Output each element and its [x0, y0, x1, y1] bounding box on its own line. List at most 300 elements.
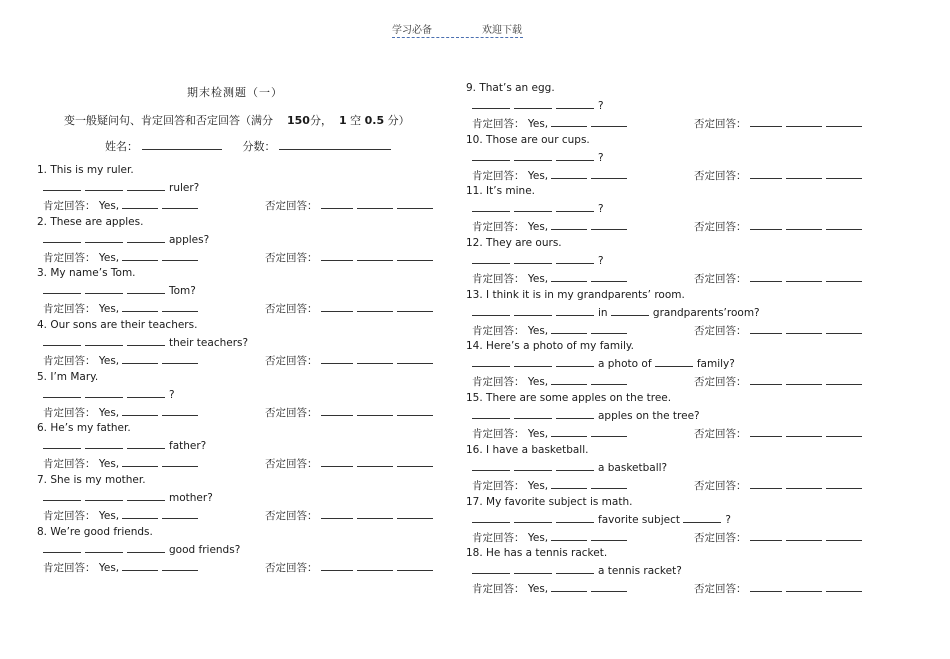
answer-row — [43, 250, 318, 265]
answer-blank[interactable] — [357, 509, 393, 519]
question-blanks — [472, 202, 604, 215]
answer-blank[interactable] — [397, 354, 433, 364]
question-blanks — [472, 306, 760, 319]
question-blanks — [43, 336, 248, 349]
negative-answer — [694, 219, 866, 234]
answer-blank[interactable] — [611, 306, 649, 316]
answer-blank[interactable] — [397, 406, 433, 416]
answer-blank[interactable] — [591, 531, 627, 541]
negative-answer — [265, 198, 437, 213]
answer-blank[interactable] — [556, 461, 594, 471]
yes-answer-label: 肯定回答： — [43, 355, 96, 368]
negative-answer — [265, 250, 437, 265]
question-tail-text: good friends? — [169, 543, 241, 556]
answer-blank[interactable] — [514, 306, 552, 316]
answer-blank[interactable] — [826, 324, 862, 334]
answer-blank[interactable] — [472, 151, 510, 161]
question-blanks — [472, 513, 731, 526]
answer-blank[interactable] — [43, 491, 81, 501]
question-statement: 7. She is my mother. — [37, 474, 146, 487]
yes-word: Yes, — [527, 376, 549, 389]
answer-blank[interactable] — [591, 375, 627, 385]
question-tail-text: a tennis racket? — [598, 565, 682, 578]
answer-blank[interactable] — [556, 99, 594, 109]
question-statement: 15. There are some apples on the tree. — [466, 392, 672, 405]
question-statement: 3. My name’s Tom. — [37, 267, 136, 280]
answer-blank[interactable] — [556, 151, 594, 161]
answer-blank[interactable] — [321, 561, 353, 571]
answer-blank[interactable] — [127, 543, 165, 553]
answer-blank[interactable] — [786, 479, 822, 489]
question-tail-text: their teachers? — [169, 337, 249, 350]
answer-row — [472, 374, 747, 389]
answer-blank[interactable] — [514, 513, 552, 523]
question-statement: 6. He’s my father. — [37, 422, 131, 435]
answer-blank[interactable] — [514, 151, 552, 161]
yes-answer-label: 肯定回答： — [43, 458, 96, 471]
answer-blank[interactable] — [357, 457, 393, 467]
answer-blank[interactable] — [85, 284, 123, 294]
question-tail-text: father? — [169, 440, 207, 453]
answer-blank[interactable] — [556, 513, 594, 523]
yes-word: Yes, — [98, 458, 120, 471]
no-answer-label: 否定回答： — [265, 458, 318, 471]
answer-blank[interactable] — [85, 491, 123, 501]
negative-answer — [694, 426, 866, 441]
answer-blank[interactable] — [122, 457, 158, 467]
question-tail-text: a basketball? — [598, 461, 668, 474]
answer-blank[interactable] — [551, 479, 587, 489]
answer-blank[interactable] — [750, 375, 782, 385]
negative-answer — [265, 560, 437, 575]
yes-answer-label: 肯定回答： — [43, 251, 96, 264]
answer-blank[interactable] — [551, 427, 587, 437]
answer-blank[interactable] — [472, 409, 510, 419]
answer-blank[interactable] — [321, 251, 353, 261]
negative-answer — [265, 508, 437, 523]
answer-blank[interactable] — [85, 233, 123, 243]
answer-blank[interactable] — [85, 543, 123, 553]
question-statement: 10. Those are our cups. — [466, 133, 590, 146]
answer-blank[interactable] — [591, 169, 627, 179]
answer-blank[interactable] — [556, 357, 594, 367]
no-answer-label: 否定回答： — [694, 118, 747, 130]
question-blanks — [472, 357, 735, 370]
answer-blank[interactable] — [397, 509, 433, 519]
answer-blank[interactable] — [591, 427, 627, 437]
negative-answer — [694, 374, 866, 389]
answer-blank[interactable] — [397, 457, 433, 467]
yes-answer-label: 肯定回答： — [43, 200, 96, 212]
answer-blank[interactable] — [750, 169, 782, 179]
answer-row — [43, 405, 318, 420]
yes-answer-label: 肯定回答： — [472, 118, 525, 130]
yes-answer-label: 肯定回答： — [43, 510, 96, 523]
answer-blank[interactable] — [551, 582, 587, 592]
yes-word: Yes, — [98, 355, 120, 368]
answer-blank[interactable] — [357, 302, 393, 312]
answer-blank[interactable] — [122, 199, 158, 209]
yes-word: Yes, — [527, 531, 549, 544]
no-answer-label: 否定回答： — [694, 221, 747, 234]
answer-blank[interactable] — [826, 220, 862, 230]
answer-blank[interactable] — [122, 354, 158, 364]
answer-row — [43, 560, 318, 575]
negative-answer — [265, 301, 437, 316]
answer-blank[interactable] — [786, 375, 822, 385]
question-blanks — [43, 543, 240, 556]
question-tail-text: apples? — [169, 233, 210, 246]
question-statement: 11. It’s mine. — [466, 185, 535, 198]
answer-blank[interactable] — [43, 284, 81, 294]
answer-blank[interactable] — [591, 220, 627, 230]
answer-blank[interactable] — [514, 254, 552, 264]
yes-answer-label: 肯定回答： — [472, 479, 525, 492]
answer-blank[interactable] — [85, 388, 123, 398]
question-blanks — [472, 409, 700, 422]
yes-word: Yes, — [98, 251, 120, 264]
answer-blank[interactable] — [556, 409, 594, 419]
name-score-row — [105, 138, 391, 154]
answer-blank[interactable] — [750, 582, 782, 592]
no-answer-label: 否定回答： — [694, 324, 747, 337]
instruction-unit: 分， — [309, 114, 332, 127]
answer-blank[interactable] — [551, 272, 587, 282]
question-blanks — [472, 564, 682, 577]
answer-row — [43, 508, 318, 523]
question-blanks — [472, 99, 604, 112]
answer-blank[interactable] — [556, 306, 594, 316]
question-tail-text: Tom? — [169, 285, 196, 298]
answer-blank[interactable] — [127, 439, 165, 449]
no-answer-label: 否定回答： — [265, 510, 318, 523]
answer-row — [472, 168, 747, 183]
question-tail-text: apples on the tree? — [598, 410, 700, 423]
question-statement: 14. Here’s a photo of my family. — [466, 340, 634, 353]
question-blanks — [472, 254, 604, 267]
no-answer-label: 否定回答： — [265, 303, 318, 316]
answer-blank[interactable] — [514, 202, 552, 212]
answer-blank[interactable] — [655, 357, 693, 367]
answer-row — [472, 426, 747, 441]
no-answer-label: 否定回答： — [265, 251, 318, 264]
answer-row — [472, 478, 747, 493]
yes-answer-label: 肯定回答： — [472, 221, 525, 234]
answer-blank[interactable] — [514, 99, 552, 109]
answer-blank[interactable] — [321, 509, 353, 519]
question-statement: 13. I think it is in my grandparents’ room. — [466, 288, 685, 301]
answer-blank[interactable] — [556, 254, 594, 264]
answer-blank[interactable] — [786, 117, 822, 127]
name-label: 姓名： — [105, 140, 138, 153]
question-statement: 18. He has a tennis racket. — [466, 547, 608, 560]
answer-blank[interactable] — [162, 354, 198, 364]
page-title: 期末检测题（一） — [187, 86, 283, 99]
answer-blank[interactable] — [357, 406, 393, 416]
answer-blank[interactable] — [591, 272, 627, 282]
question-tail-text: ? — [598, 151, 604, 164]
question-tail-text: ? — [598, 255, 604, 268]
answer-blank[interactable] — [514, 461, 552, 471]
question-blanks — [43, 491, 213, 504]
answer-blank[interactable] — [321, 302, 353, 312]
answer-row — [43, 353, 318, 368]
answer-row — [472, 271, 747, 286]
answer-blank[interactable] — [357, 354, 393, 364]
answer-blank[interactable] — [122, 406, 158, 416]
answer-blank[interactable] — [826, 117, 862, 127]
answer-blank[interactable] — [397, 199, 433, 209]
answer-blank[interactable] — [397, 302, 433, 312]
question-mid-text: favorite subject — [598, 513, 680, 526]
answer-blank[interactable] — [786, 427, 822, 437]
answer-blank[interactable] — [122, 251, 158, 261]
answer-blank[interactable] — [43, 181, 81, 191]
answer-blank[interactable] — [514, 357, 552, 367]
answer-blank[interactable] — [162, 302, 198, 312]
question-blanks — [43, 388, 175, 401]
answer-blank[interactable] — [162, 457, 198, 467]
header-right: 欢迎下载 — [482, 25, 522, 36]
answer-blank[interactable] — [591, 479, 627, 489]
answer-blank[interactable] — [750, 117, 782, 127]
negative-answer — [694, 581, 866, 596]
answer-blank[interactable] — [43, 336, 81, 346]
answer-blank[interactable] — [551, 531, 587, 541]
answer-blank[interactable] — [826, 272, 862, 282]
answer-blank[interactable] — [826, 427, 862, 437]
answer-blank[interactable] — [43, 439, 81, 449]
question-statement: 5. I’m Mary. — [37, 370, 99, 383]
instruction-unit3: 分） — [387, 114, 410, 127]
yes-word: Yes, — [98, 303, 120, 316]
answer-blank[interactable] — [127, 388, 165, 398]
yes-answer-label: 肯定回答： — [43, 406, 96, 419]
yes-answer-label: 肯定回答： — [472, 324, 525, 337]
question-tail-text: grandparents’room? — [652, 306, 760, 319]
no-answer-label: 否定回答： — [265, 200, 318, 212]
answer-row — [43, 456, 318, 471]
answer-blank[interactable] — [321, 406, 353, 416]
question-statement: 12. They are ours. — [466, 237, 562, 250]
answer-blank[interactable] — [551, 220, 587, 230]
page-header — [392, 21, 523, 38]
question-mid-text: in — [598, 306, 608, 319]
answer-row — [472, 116, 747, 131]
answer-blank[interactable] — [750, 479, 782, 489]
answer-blank[interactable] — [321, 199, 353, 209]
answer-blank[interactable] — [321, 457, 353, 467]
answer-blank[interactable] — [321, 354, 353, 364]
answer-blank[interactable] — [85, 336, 123, 346]
answer-blank[interactable] — [472, 357, 510, 367]
answer-row — [43, 301, 318, 316]
answer-blank[interactable] — [556, 564, 594, 574]
answer-blank[interactable] — [683, 513, 721, 523]
question-statement: 8. We’re good friends. — [37, 525, 153, 538]
answer-blank[interactable] — [472, 99, 510, 109]
answer-blank[interactable] — [786, 531, 822, 541]
answer-blank[interactable] — [826, 531, 862, 541]
yes-word: Yes, — [527, 221, 549, 234]
no-answer-label: 否定回答： — [265, 406, 318, 419]
question-tail-text: ruler? — [169, 182, 200, 194]
yes-answer-label: 肯定回答： — [472, 169, 525, 182]
answer-blank[interactable] — [826, 582, 862, 592]
answer-blank[interactable] — [162, 251, 198, 261]
answer-blank[interactable] — [122, 561, 158, 571]
answer-row — [472, 219, 747, 234]
question-blanks — [43, 284, 196, 297]
negative-answer — [694, 271, 866, 286]
answer-blank[interactable] — [750, 272, 782, 282]
negative-answer — [265, 405, 437, 420]
answer-blank[interactable] — [162, 406, 198, 416]
answer-blank[interactable] — [162, 199, 198, 209]
no-answer-label: 否定回答： — [694, 428, 747, 441]
yes-word: Yes, — [98, 406, 120, 419]
answer-blank[interactable] — [127, 233, 165, 243]
answer-blank[interactable] — [786, 324, 822, 334]
yes-word: Yes, — [98, 200, 120, 212]
yes-word: Yes, — [527, 479, 549, 492]
answer-blank[interactable] — [826, 375, 862, 385]
answer-blank[interactable] — [472, 461, 510, 471]
answer-blank[interactable] — [357, 199, 393, 209]
answer-blank[interactable] — [472, 513, 510, 523]
answer-blank[interactable] — [551, 169, 587, 179]
answer-blank[interactable] — [127, 181, 165, 191]
no-answer-label: 否定回答： — [694, 273, 747, 286]
yes-word: Yes, — [527, 273, 549, 286]
answer-blank[interactable] — [551, 324, 587, 334]
question-tail-text: family? — [696, 358, 735, 371]
answer-blank[interactable] — [43, 388, 81, 398]
instruction-unit2: 空 — [350, 114, 362, 127]
negative-answer — [265, 353, 437, 368]
answer-blank[interactable] — [472, 306, 510, 316]
yes-word: Yes, — [527, 169, 549, 182]
yes-answer-label: 肯定回答： — [472, 376, 525, 389]
answer-blank[interactable] — [826, 169, 862, 179]
header-left: 学习必备 — [392, 25, 432, 36]
question-tail-text: ? — [725, 513, 731, 526]
no-answer-label: 否定回答： — [265, 561, 318, 574]
yes-answer-label: 肯定回答： — [472, 531, 525, 544]
score-field[interactable] — [279, 138, 391, 150]
answer-blank[interactable] — [591, 582, 627, 592]
question-statement: 16. I have a basketball. — [466, 443, 589, 456]
no-answer-label: 否定回答： — [694, 479, 747, 492]
answer-blank[interactable] — [127, 336, 165, 346]
answer-blank[interactable] — [472, 564, 510, 574]
answer-blank[interactable] — [786, 220, 822, 230]
answer-blank[interactable] — [551, 117, 587, 127]
negative-answer — [694, 116, 866, 131]
answer-blank[interactable] — [750, 531, 782, 541]
answer-blank[interactable] — [786, 272, 822, 282]
yes-answer-label: 肯定回答： — [472, 583, 525, 596]
yes-answer-label: 肯定回答： — [472, 428, 525, 441]
score-label: 分数： — [242, 140, 276, 153]
answer-blank[interactable] — [397, 561, 433, 571]
question-tail-text: ? — [598, 203, 604, 216]
answer-blank[interactable] — [750, 324, 782, 334]
answer-blank[interactable] — [786, 582, 822, 592]
no-answer-label: 否定回答： — [694, 169, 747, 182]
question-statement: 9. That’s an egg. — [466, 82, 555, 94]
answer-blank[interactable] — [591, 117, 627, 127]
question-blanks — [43, 233, 209, 246]
question-statement: 1. This is my ruler. — [37, 164, 134, 176]
answer-blank[interactable] — [786, 169, 822, 179]
negative-answer — [265, 456, 437, 471]
answer-blank[interactable] — [591, 324, 627, 334]
question-tail-text: ? — [169, 388, 175, 401]
answer-row — [472, 323, 747, 338]
instruction-each: 0.5 — [364, 114, 385, 127]
negative-answer — [694, 530, 866, 545]
answer-blank[interactable] — [551, 375, 587, 385]
yes-word: Yes, — [98, 561, 120, 574]
question-blanks — [472, 151, 604, 164]
answer-blank[interactable] — [43, 233, 81, 243]
negative-answer — [694, 168, 866, 183]
yes-answer-label: 肯定回答： — [43, 561, 96, 574]
answer-blank[interactable] — [162, 561, 198, 571]
name-field[interactable] — [142, 138, 222, 150]
no-answer-label: 否定回答： — [694, 376, 747, 389]
answer-blank[interactable] — [556, 202, 594, 212]
answer-blank[interactable] — [514, 564, 552, 574]
yes-answer-label: 肯定回答： — [43, 303, 96, 316]
question-tail-text: mother? — [169, 492, 213, 505]
yes-word: Yes, — [527, 428, 549, 441]
yes-word: Yes, — [527, 583, 549, 596]
answer-blank[interactable] — [127, 284, 165, 294]
answer-blank[interactable] — [43, 543, 81, 553]
answer-blank[interactable] — [750, 427, 782, 437]
answer-blank[interactable] — [127, 491, 165, 501]
answer-blank[interactable] — [472, 202, 510, 212]
answer-blank[interactable] — [85, 181, 123, 191]
answer-blank[interactable] — [514, 409, 552, 419]
answer-blank[interactable] — [397, 251, 433, 261]
question-blanks — [43, 181, 199, 194]
yes-word: Yes, — [98, 510, 120, 523]
answer-row — [472, 581, 747, 596]
answer-blank[interactable] — [162, 509, 198, 519]
negative-answer — [694, 323, 866, 338]
answer-blank[interactable] — [122, 509, 158, 519]
no-answer-label: 否定回答： — [694, 531, 747, 544]
question-blanks — [43, 439, 206, 452]
yes-word: Yes, — [527, 118, 549, 130]
answer-blank[interactable] — [85, 439, 123, 449]
negative-answer — [694, 478, 866, 493]
answer-blank[interactable] — [472, 254, 510, 264]
answer-blank[interactable] — [357, 561, 393, 571]
answer-blank[interactable] — [122, 302, 158, 312]
answer-row — [43, 198, 318, 213]
question-statement: 4. Our sons are their teachers. — [37, 319, 198, 332]
answer-blank[interactable] — [357, 251, 393, 261]
answer-blank[interactable] — [750, 220, 782, 230]
answer-blank[interactable] — [826, 479, 862, 489]
question-tail-text: ? — [598, 100, 604, 112]
answer-row — [472, 530, 747, 545]
question-blanks — [472, 461, 667, 474]
